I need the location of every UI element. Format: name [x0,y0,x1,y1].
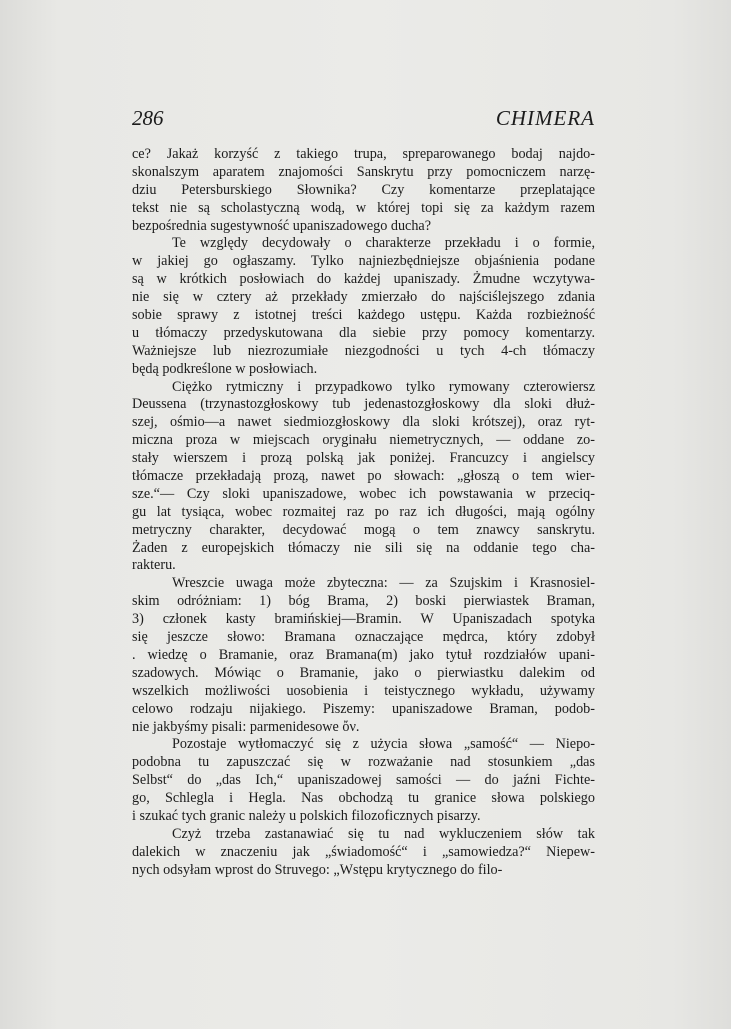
paragraph [132,575,595,736]
text-line: dalekich w znaczeniu jak „świadomość“ i „samowiedza?“ Niepew- [132,843,595,860]
paragraph [132,146,595,235]
text-line: u tłómaczy przedyskutowana dla siebie przy pomocy komentarzy. [132,324,595,341]
text-line: sze.“— Czy sloki upaniszadowe, wobec ich powstawania w przeciq- [132,485,595,502]
text-line: i szukać tych granic należy u polskich filozoficznych pisarzy. [132,807,481,824]
text-line: są w krótkich posłowiach do każdej upaniszady. Żmudne wczytywa- [132,271,595,288]
text-line: metryczny charakter, decydować mogą o tem znawcy sanskrytu. [132,521,595,538]
text-line: Te względy decydowały o charakterze przekładu i o formie, [172,235,595,252]
text-line: Żaden z europejskich tłómaczy nie sili się na oddanie tego cha- [132,539,595,556]
text-line: podobna tu zapuszczać się w rozważanie nad stosunkiem „das [132,754,595,771]
text-line: sobie sprawy z istotnej treści każdego ustępu. Każda rozbieżność [132,307,595,324]
text-line: Pozostaje wytłomaczyć się z użycia słowa „samość“ — Niepo- [172,736,595,753]
page-header [132,106,595,136]
text-line: skonalszym aparatem znajomości Sanskrytu przy pomocniczem narzę- [132,163,595,180]
text-line: tłómacze przekładają prozą, nawet po słowach: „głoszą o tem wier- [132,468,595,485]
text-line: bezpośrednia sugestywność upaniszadowego ducha? [132,217,432,234]
page-number: 286 [132,106,164,130]
text-line: szej, ośmio—a nawet siedmiozgłoskowy dla sloki krótszej), oraz ryt- [132,414,595,431]
paragraph [132,235,595,378]
text-line: nych odsyłam wprost do Struvego: „Wstępu krytycznego do filo- [132,861,503,878]
text-line: stały wierszem i prozą polską jak poniżej. Francuzcy i angielscy [132,450,595,467]
paragraph [132,379,595,576]
text-line: . wiedzę o Bramanie, oraz Bramana(m) jako tytuł rozdziałów upani- [132,646,595,663]
text-line: skim odróżniam: 1) bóg Brama, 2) boski pierwiastek Braman, [132,593,595,610]
text-line: Deussena (trzynastozgłoskowy tub jedenastozgłoskowy dla sloki dłuż- [132,396,595,413]
text-line: Ważniejsze lub niezrozumiałe niezgodności u tych 4-ch tłómaczy [132,342,595,359]
running-title: CHIMERA [495,106,595,130]
text-line: celowo rodzaju nijakiego. Piszemy: upaniszadowe Braman, podob- [132,700,595,717]
text-line: nie się w cztery aż przekłady zmierzało do najściślejszego zdania [132,289,595,306]
text-line: go, Schlegla i Hegla. Nas obchodzą tu granice słowa polskiego [132,790,595,807]
text-line: Czyż trzeba zastanawiać się tu nad wykluczeniem słów tak [172,825,595,842]
text-line: w jakiej go ogłaszamy. Tylko najniezbędniejsze objaśnienia podane [132,253,595,270]
text-line: tekst nie są scholastyczną wodą, w której topi się za każdym razem [132,199,595,216]
text-line: Wreszcie uwaga może zbyteczna: — za Szujskim i Krasnosiel- [172,575,595,592]
text-line: wszelkich możliwości uosobienia i teistycznego wykładu, używamy [132,682,595,699]
paragraph [132,826,595,880]
text-line: Selbst“ do „das Ich,“ upaniszadowej samości — do jaźni Fichte- [132,772,595,789]
text-line: nie jakbyśmy pisali: parmenidesowe ὄν. [132,718,360,735]
text-line: się jeszcze słowo: Bramana oznaczające mędrca, który zdobył [132,629,595,646]
text-line: będą podkreślone w posłowiach. [132,360,318,377]
text-line: ce? Jakaż korzyść z takiego trupa, spreparowanego bodaj najdo- [132,146,595,162]
text-line: gu lat tysiąca, wobec rozmaitej raz po raz ich długości, mają ogólny [132,503,595,520]
paragraph [132,736,595,825]
text-line: dziu Petersburskiego Słownika? Czy komentarze przeplatające [132,181,595,198]
text-line: miczna proza w miejscach oryginału niemetrycznych, — oddane zo- [132,432,595,449]
text-line: Ciężko rytmiczny i przypadkowo tylko rymowany czterowiersz [172,378,595,395]
text-line: rakteru. [132,557,176,574]
text-line: szadowych. Mówiąc o Bramanie, jako o pierwiastku dalekim od [132,664,595,681]
body-text [132,146,595,880]
text-line: 3) członek kasty bramińskiej—Bramin. W Upaniszadach spotyka [132,611,595,628]
